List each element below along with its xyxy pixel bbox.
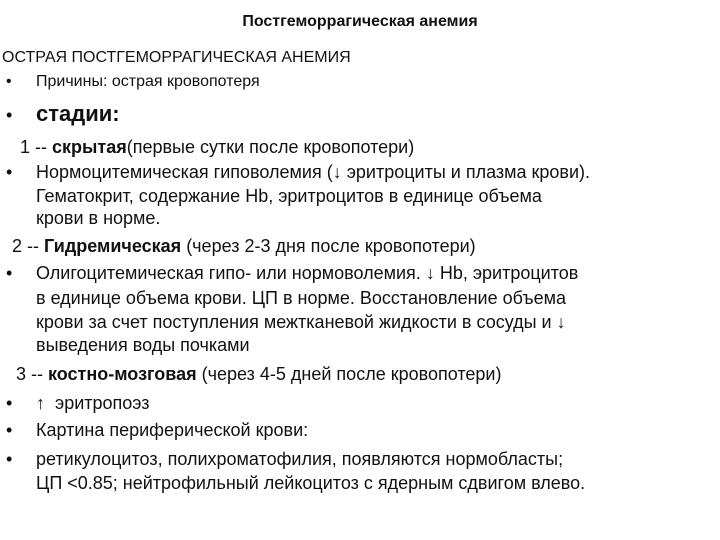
bullet-marker: • [6, 162, 13, 182]
stage-1-text-end: эритроциты и плазма крови). [341, 162, 591, 182]
stage-2-heading [12, 236, 476, 257]
stage-timing: (первые сутки после кровопотери) [126, 137, 415, 157]
reticulocytes-line-1: ретикулоцитоз, полихроматофилия, появляются нормобласты; [36, 449, 564, 469]
stage-timing: (через 2-3 дня после кровопотери) [186, 236, 476, 256]
bullet-marker: • [6, 263, 13, 283]
stage-timing: (через 4-5 дней после кровопотери) [201, 364, 502, 384]
erythropoiesis-text: эритропоэз [55, 393, 150, 413]
stage-1-text: Нормоцитемическая гиповолемия ( [36, 162, 333, 182]
stage-1-line-2: Гематокрит, содержание Hb, эритроцитов в единице объема [36, 186, 542, 206]
section-heading: ОСТРАЯ ПОСТГЕМОРРАГИЧЕСКАЯ АНЕМИЯ [2, 49, 351, 66]
stage-2-text: Олигоцитемическая гипо- или нормоволемия. [36, 263, 426, 283]
bullet-marker: • [6, 449, 13, 469]
stage-name: костно-мозговая [48, 364, 197, 384]
stage-2-line-3-text: крови за счет поступления межтканевой жидкости в сосуды и [36, 312, 557, 332]
causes-item [2, 72, 260, 92]
stage-1-line-3: крови в норме. [36, 208, 161, 228]
stage-2-bullet [2, 263, 578, 284]
reticulocytes-line-2: ЦП <0.85; нейтрофильный лейкоцитоз с ядерным сдвигом влево. [36, 473, 586, 493]
bullet-marker: • [6, 73, 12, 90]
stage-name: скрытая [52, 137, 127, 157]
stage-1-heading [20, 137, 414, 158]
stage-2-line-4: выведения воды почками [36, 335, 250, 355]
stage-2-text-end: Hb, эритроцитов [434, 263, 579, 283]
stage-2-line-2: в единице объема крови. ЦП в норме. Восстановление объема [36, 288, 566, 308]
stage-2-line-3 [2, 312, 566, 333]
blood-picture-text: Картина периферической крови: [36, 420, 309, 440]
arrow-up-icon: ↑ [36, 393, 45, 413]
stage-3-bullet-erythropoiesis [2, 393, 150, 414]
arrow-down-icon: ↓ [332, 162, 342, 182]
stage-number: 3 -- [16, 364, 43, 384]
stage-1-bullet [2, 162, 590, 183]
stage-number: 1 -- [20, 137, 47, 157]
bullet-marker: • [6, 420, 13, 440]
causes-text: Причины: острая кровопотеря [36, 73, 260, 90]
bullet-marker: • [6, 393, 13, 413]
stage-3-heading [16, 364, 501, 385]
stage-3-bullet-blood-picture [2, 420, 308, 441]
arrow-down-icon: ↓ [556, 312, 566, 332]
bullet-marker: • [6, 105, 13, 125]
stage-3-bullet-reticulocytes [2, 449, 563, 470]
page-title: Постгеморрагическая анемия [242, 13, 478, 30]
stage-number: 2 -- [12, 236, 39, 256]
arrow-down-icon: ↓ [425, 263, 435, 283]
stages-heading: стадии: [36, 101, 120, 126]
stage-name: Гидремическая [44, 236, 182, 256]
stages-heading-item [2, 101, 120, 127]
